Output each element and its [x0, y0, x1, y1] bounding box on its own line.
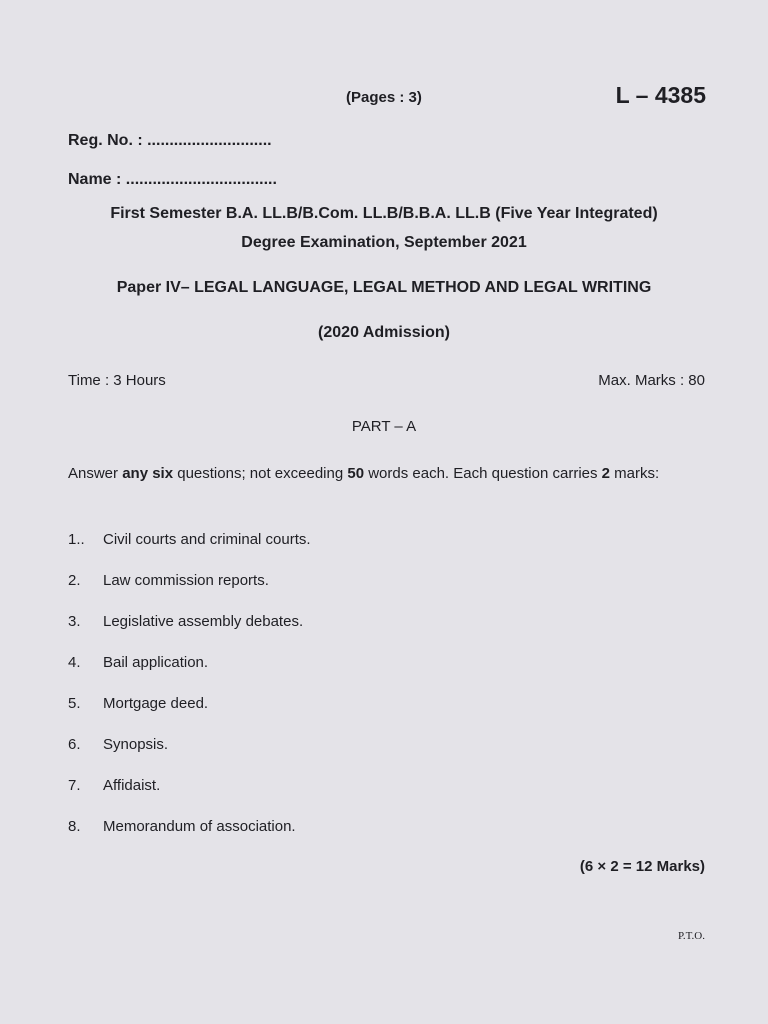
exam-duration: Time : 3 Hours	[68, 372, 166, 389]
question-number: 6.	[68, 736, 81, 753]
list-item	[68, 571, 311, 612]
pto-note: P.T.O.	[678, 930, 705, 942]
admission-year: (2020 Admission)	[318, 324, 450, 341]
paper-code: L – 4385	[615, 82, 706, 108]
list-item	[68, 653, 311, 694]
instruction-text: Answer	[68, 465, 123, 482]
question-number: 5.	[68, 695, 81, 712]
reg-no-field: Reg. No. : ............................	[68, 132, 272, 149]
question-number: 2.	[68, 572, 81, 589]
question-number: 7.	[68, 777, 81, 794]
name-field: Name : ..................................	[68, 171, 277, 188]
question-number: 3.	[68, 613, 81, 630]
question-text: Civil courts and criminal courts.	[103, 531, 311, 548]
question-number: 1..	[68, 531, 85, 548]
list-item	[68, 735, 311, 776]
question-text: Bail application.	[103, 654, 209, 671]
list-item	[68, 776, 311, 817]
page-count: (Pages : 3)	[346, 89, 422, 106]
question-text: Law commission reports.	[103, 572, 269, 589]
total-marks: (6 × 2 = 12 Marks)	[579, 858, 705, 875]
list-item	[68, 817, 311, 858]
instruction-emphasis: 50	[347, 465, 365, 482]
paper-title: Paper IV– LEGAL LANGUAGE, LEGAL METHOD AND LEGAL WRITING	[116, 279, 652, 296]
question-text: Memorandum of association.	[103, 818, 296, 835]
instruction-emphasis: any six	[122, 465, 174, 482]
list-item	[68, 530, 311, 571]
exam-title-line2: Degree Examination, September 2021	[241, 234, 527, 251]
exam-title-line1: First Semester B.A. LL.B/B.Com. LL.B/B.B.A. LL.B (Five Year Integrated)	[110, 205, 658, 222]
question-text: Affidaist.	[103, 777, 161, 794]
list-item	[68, 694, 311, 735]
instruction-emphasis: 2	[601, 465, 611, 482]
instructions	[68, 463, 705, 484]
list-item	[68, 612, 311, 653]
question-number: 8.	[68, 818, 81, 835]
instruction-text: words each. Each question carries	[364, 465, 602, 482]
question-number: 4.	[68, 654, 81, 671]
instruction-text: marks:	[610, 465, 660, 482]
question-list	[68, 530, 311, 858]
max-marks: Max. Marks : 80	[598, 372, 705, 389]
instruction-text: questions; not exceeding	[173, 465, 348, 482]
part-heading: PART – A	[351, 418, 417, 435]
question-text: Mortgage deed.	[103, 695, 209, 712]
question-text: Legislative assembly debates.	[103, 613, 304, 630]
question-text: Synopsis.	[103, 736, 169, 753]
